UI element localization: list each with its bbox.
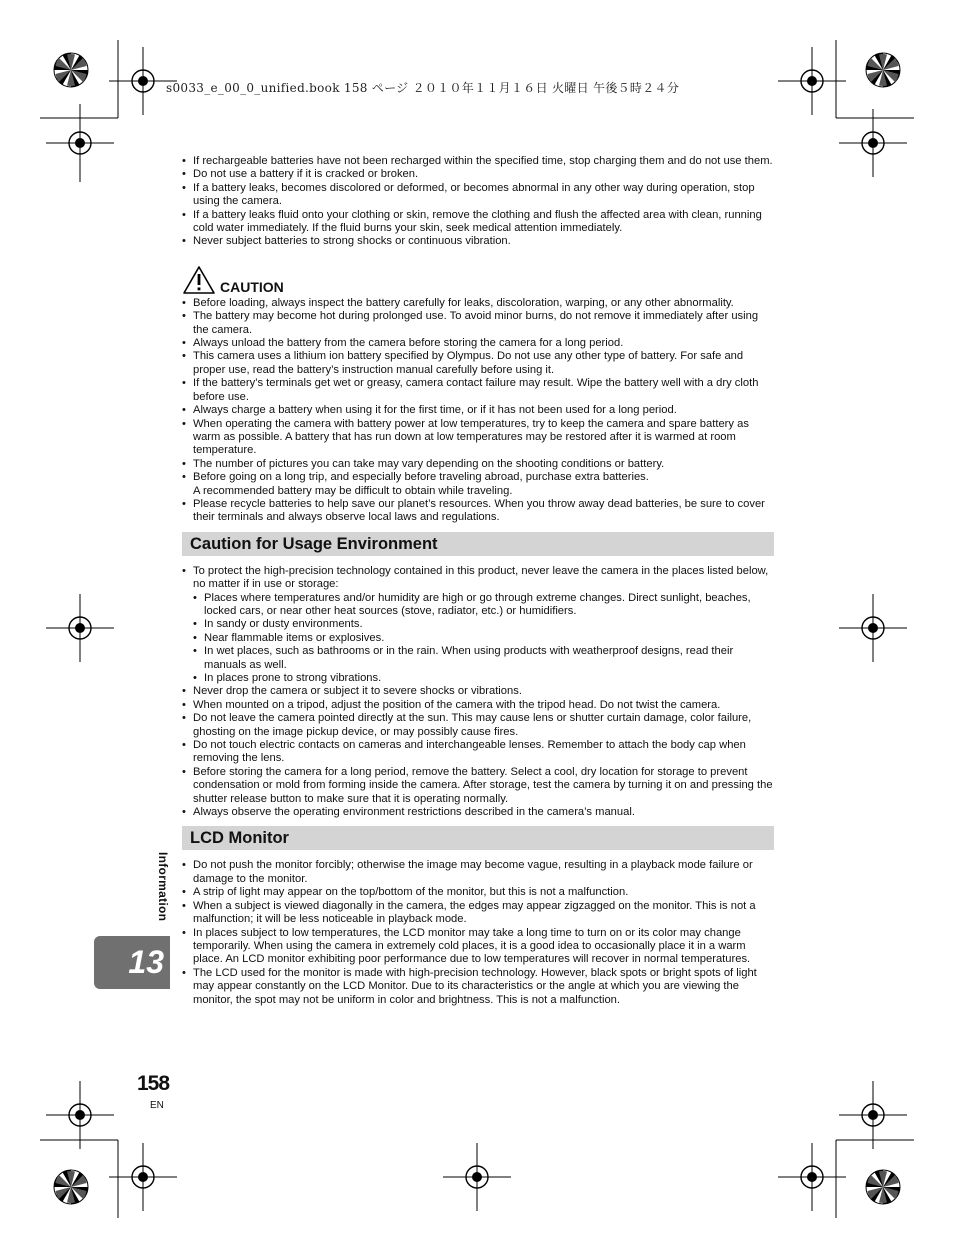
list-item: • If a battery leaks fluid onto your clothing or skin, remove the clothing and flush the affected area with clean, running cold water immediately. If the fluid burns your skin, seek medical attention immediately. — [182, 209, 774, 236]
list-item-text: Before going on a long trip, and especially before traveling abroad, purchase extra batteries. — [193, 471, 649, 484]
list-item: • The number of pictures you can take may vary depending on the shooting conditions or battery. — [182, 458, 774, 471]
page-language: EN — [150, 1100, 164, 1111]
section-title-usage-environment: Caution for Usage Environment — [182, 532, 774, 556]
list-item: • Never drop the camera or subject it to severe shocks or vibrations. — [182, 685, 774, 698]
caution-title: CAUTION — [220, 278, 284, 295]
list-item: • When mounted on a tripod, adjust the position of the camera with the tripod head. Do not twist the camera. — [182, 699, 774, 712]
list-item: • Always charge a battery when using it for the first time, or if it has not been used for a long period. — [182, 404, 774, 417]
print-header: s0033_e_00_0_unified.book 158 ページ ２０１０年１１月１６日 火曜日 午後５時２４分 — [166, 81, 680, 95]
list-item: • Before storing the camera for a long period, remove the battery. Select a cool, dry location for storage to prevent condensation or mold from forming inside the camera. After storage, test the camera by turning it on and pressing the shutter release button to make sure that it is operating normally. — [182, 766, 774, 806]
section-title-lcd-monitor: LCD Monitor — [182, 826, 774, 850]
list-item: • Do not use a battery if it is cracked or broken. — [182, 168, 774, 181]
list-item: • When operating the camera with battery power at low temperatures, try to keep the camera and spare battery as warm as possible. A battery that has run down at low temperatures may be restored after it is warmed at room temperature. — [182, 418, 774, 458]
list-item — [182, 471, 774, 498]
list-item: • Before loading, always inspect the battery carefully for leaks, discoloration, warping, or any other abnormality. — [182, 297, 774, 310]
list-item: • Do not push the monitor forcibly; otherwise the image may become vague, resulting in a playback mode failure or damage to the monitor. — [182, 859, 774, 886]
sub-list — [193, 592, 774, 686]
caution-heading — [182, 265, 774, 295]
battery-warning-list — [182, 155, 774, 249]
list-item: • This camera uses a lithium ion battery specified by Olympus. Do not use any other type of battery. For safe and proper use, read the battery’s instruction manual carefully before using it. — [182, 350, 774, 377]
list-item: • In places subject to low temperatures, the LCD monitor may take a long time to turn on or its color may change temporarily. When using the camera in extremely cold places, it is a good idea to occasionally place it in a warm place. An LCD monitor exhibiting poor performance due to low temperatures will recover in normal temperatures. — [182, 927, 774, 967]
list-item: • Do not leave the camera pointed directly at the sun. This may cause lens or shutter curtain damage, color failure, ghosting on the image pickup device, or may possibly cause fires. — [182, 712, 774, 739]
sub-list-item: • In places prone to strong vibrations. — [193, 672, 774, 685]
usage-environment-list — [182, 565, 774, 820]
list-item — [182, 565, 774, 686]
caution-list — [182, 297, 774, 525]
page-content — [182, 155, 774, 1007]
sub-list-item: • Near flammable items or explosives. — [193, 632, 774, 645]
list-item: • Never subject batteries to strong shocks or continuous vibration. — [182, 235, 774, 248]
list-item: • Do not touch electric contacts on cameras and interchangeable lenses. Remember to attach the body cap when removing the lens. — [182, 739, 774, 766]
list-item-text: To protect the high-precision technology contained in this product, never leave the camera in the places listed below, no matter if in use or storage: — [193, 564, 769, 591]
list-item: • When a subject is viewed diagonally in the camera, the edges may appear zigzagged on the monitor. This is not a malfunction; it will be less noticeable in playback mode. — [182, 900, 774, 927]
list-item: • Always observe the operating environment restrictions described in the camera’s manual. — [182, 806, 774, 819]
page-number: 158 — [137, 1072, 170, 1095]
chapter-tab: 13 — [94, 936, 170, 989]
list-item: • If a battery leaks, becomes discolored or deformed, or becomes abnormal in any other way during operation, stop using the camera. — [182, 182, 774, 209]
list-item: • Please recycle batteries to help save our planet’s resources. When you throw away dead batteries, be sure to cover their terminals and always observe local laws and regulations. — [182, 498, 774, 525]
list-item-text: A recommended battery may be difficult to obtain while traveling. — [193, 484, 513, 497]
sub-list-item: • Places where temperatures and/or humidity are high or go through extreme changes. Direct sunlight, beaches, locked cars, or near other heat sources (stove, radiator, etc.) or humidifiers. — [193, 592, 774, 619]
list-item: • The LCD used for the monitor is made with high-precision technology. However, black spots or bright spots of light may appear constantly on the LCD Monitor. Due to its characteristics or the angle at which you are viewing the monitor, the spot may not be uniform in color and brightness. This is not a malfunction. — [182, 967, 774, 1007]
list-item: • If rechargeable batteries have not been recharged within the specified time, stop charging them and do not use them. — [182, 155, 774, 168]
chapter-side-label: Information — [156, 852, 170, 922]
list-item: • A strip of light may appear on the top/bottom of the monitor, but this is not a malfunction. — [182, 886, 774, 899]
list-item: • Always unload the battery from the camera before storing the camera for a long period. — [182, 337, 774, 350]
list-item: • The battery may become hot during prolonged use. To avoid minor burns, do not remove it immediately after using the camera. — [182, 310, 774, 337]
warning-triangle-icon — [182, 265, 216, 295]
lcd-monitor-list — [182, 859, 774, 1006]
list-item: • If the battery’s terminals get wet or greasy, camera contact failure may result. Wipe the battery well with a dry cloth before use. — [182, 377, 774, 404]
sub-list-item: • In wet places, such as bathrooms or in the rain. When using products with weatherproof designs, read their manuals as well. — [193, 645, 774, 672]
sub-list-item: • In sandy or dusty environments. — [193, 618, 774, 631]
